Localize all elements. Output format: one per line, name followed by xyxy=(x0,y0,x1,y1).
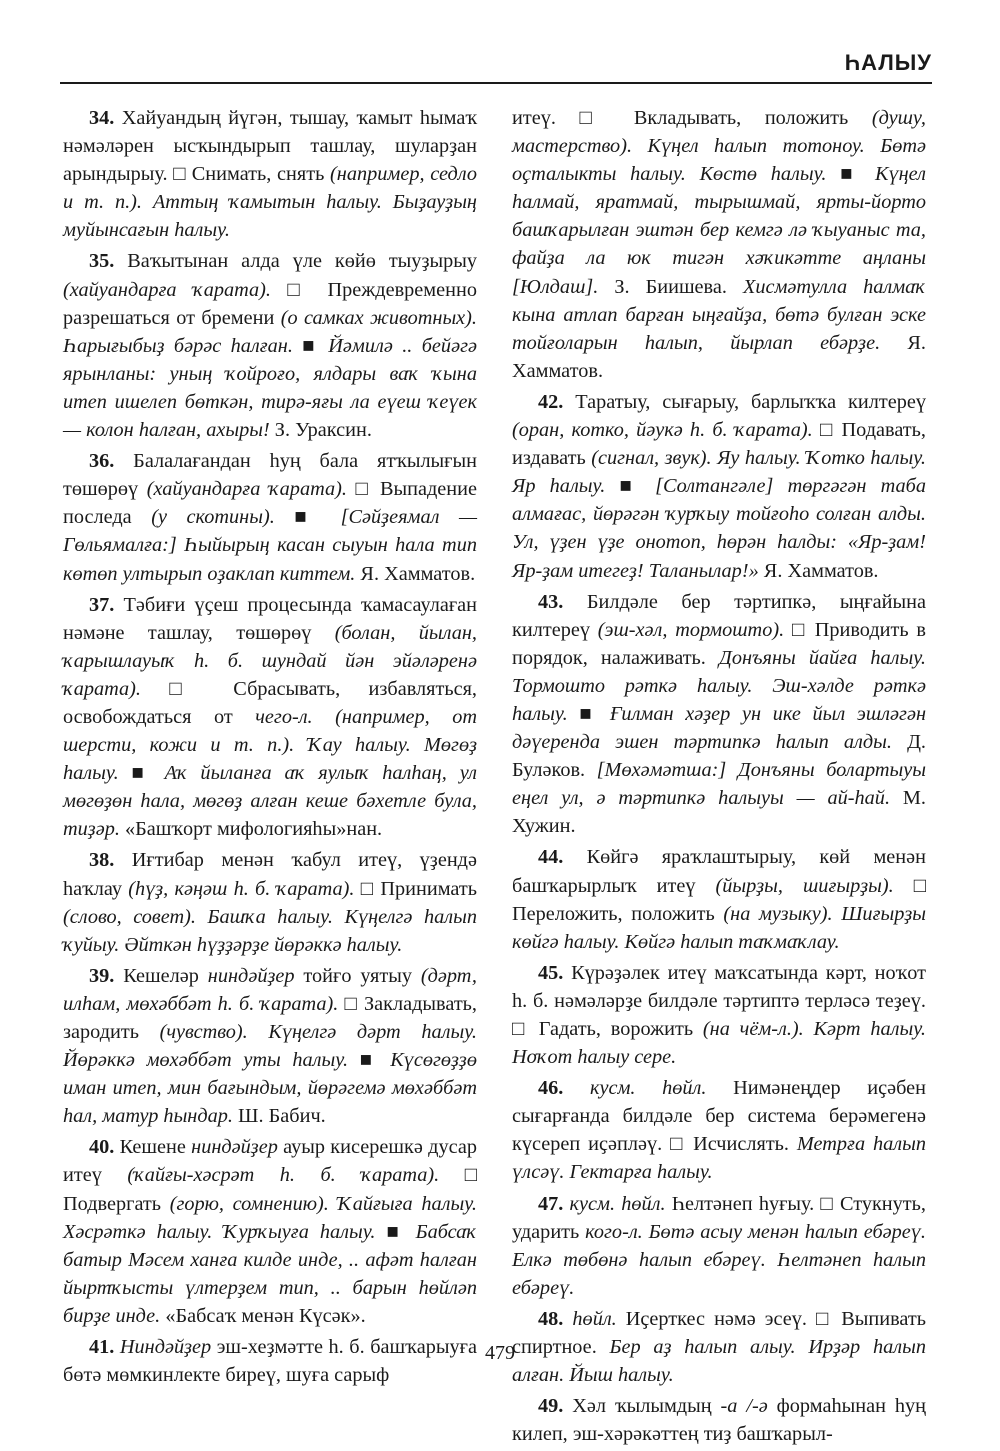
definition-text: М. Хужин. xyxy=(512,787,926,838)
definition-text: ■ xyxy=(375,1220,416,1243)
example-text: (оран, котко, йәукә һ. б. ҡарата). xyxy=(512,419,813,442)
example-text: Бер аҙ һалып алыу. Ирҙәр һалып алған. Йыш һалыу. xyxy=(512,1336,926,1387)
definition-text: эш-хеҙмәтте һ. б. башҡарыуға бөтә мөмкинлекте биреү, шуға сарыф xyxy=(63,1336,477,1387)
dictionary-entry xyxy=(63,591,477,844)
definition-text: □ Подвергать xyxy=(63,1164,477,1215)
definition-text: Көйгә ярaҡлаштырыу, көй менән башҡарырлыҡ итеү xyxy=(512,846,926,897)
definition-text: Хәл ҡылымдың xyxy=(563,1395,721,1418)
entry-number: 43. xyxy=(538,590,564,613)
example-text: Күсөгөҙҙө иман итеп, мин бағындым, йөрәгемә мөхәббәт һал, матур һындар. xyxy=(63,1049,477,1128)
entry-number: 49. xyxy=(538,1395,564,1418)
entry-number: 36. xyxy=(89,450,115,473)
example-text: кусм. һөйл. xyxy=(589,1077,707,1100)
example-text: (хайуандарға ҡарата). xyxy=(63,278,271,301)
definition-text: □ Приводить в порядок, налаживать. xyxy=(512,618,926,669)
entry-number: 46. xyxy=(538,1077,564,1100)
entry-number: 39. xyxy=(89,964,115,987)
dictionary-entry xyxy=(63,962,477,1131)
dictionary-entry xyxy=(63,1133,477,1330)
definition-text: Хайуандың йүгән, тышау, ҡамыт һымаҡ нәмәләрен ысҡындырып ташлау, шуларҙан арындырыу. □ Снимать, снять xyxy=(63,107,477,186)
example-text: [Мөхәмәтша:] Донъяны болартыуы еңел ул, ә тәртипкә һалыуы — ай-һай. xyxy=(512,759,926,810)
definition-text: Иҫерткес нәмә эсеү. □ Выпивать спиртное. xyxy=(512,1307,926,1359)
example-text: Метрға һалып үлсәү. Гектарға һалыу. xyxy=(512,1133,926,1184)
definition-text: З. Биишева. xyxy=(598,275,743,298)
example-text: (слово, совет). Башҡа һалыу. Күңелгә һалып ҡуйыу. Әйткән һүҙҙәрҙе йөрәккә һалыу. xyxy=(63,905,477,956)
definition-text: □ Принимать xyxy=(354,877,477,900)
example-text: (душу, мастерство). Күңел һалып тотоноу. Бөтә оҫталыкты һалыу. Көстө һалыу. xyxy=(512,107,926,186)
entry-number: 44. xyxy=(538,846,564,869)
definition-text: Ваҡытынан алда үле көйө тыуҙырыу xyxy=(114,250,477,273)
dictionary-entry xyxy=(512,1392,926,1448)
dictionary-entry xyxy=(63,104,477,244)
definition-text: ■ xyxy=(605,475,656,498)
example-text: Күңел һалмай, яратмай, тырышмай, ярты-йорто башҡарылған эштән бер кемгә лә ҡыуаныс та, файҙа ла юк тигән хәҡикәтте аңланы [Юлдаш]. xyxy=(512,163,926,298)
example-text: (у скотины). xyxy=(151,506,275,529)
dictionary-entry xyxy=(512,1074,926,1186)
example-text: Ниндәйҙер xyxy=(119,1336,212,1359)
entry-number: 35. xyxy=(89,250,115,273)
definition-text: формаһынан һуң килеп, эш-хәрәкәттең тиҙ башҡарыл- xyxy=(512,1395,926,1446)
example-text: Ғилман хәҙер ун ике йыл эшләгән дәүеренда эшен тәртипкә һалып алды. xyxy=(512,702,927,754)
definition-text xyxy=(563,1077,590,1099)
definition-text: ■ xyxy=(567,702,610,725)
example-text: (һүҙ, кәңәш һ. б. ҡарата). xyxy=(128,877,355,900)
definition-text: □ Выпадение последа xyxy=(63,478,477,529)
definition-text: Я. Хамматов. xyxy=(512,331,927,382)
definition-text: Иғтибар менән ҡабул итеү, үҙендә һаҡлау xyxy=(63,849,477,900)
definition-text: итеү. □ Вкладывать, положить xyxy=(512,107,872,129)
example-text: (на музыку). Шиғырҙы көйгә һалыу. Көйгә һалып таҡмаҡлау. xyxy=(512,902,927,953)
definition-text: Таратыу, сығарыу, барлыҡҡа килтереү xyxy=(563,390,926,413)
definition-text: ■ xyxy=(348,1049,391,1072)
definition-text: Һелтәнеп һуғыу. □ Стукнуть, ударить xyxy=(512,1192,926,1243)
page-number: 479 xyxy=(485,1342,515,1364)
example-text: (дәрт, илһам, мөхәббәт һ. б. ҡарата). xyxy=(63,964,477,1015)
definition-text: Кешене xyxy=(114,1136,192,1159)
left-column xyxy=(63,104,477,1392)
example-text: ниндәйҙер xyxy=(191,1136,278,1159)
example-text: (например, седло и т. п.). Аттың ҡамытын һалыу. Быҙауҙың муйынсағын һалыу. xyxy=(63,163,477,242)
definition-text: ■ xyxy=(826,163,875,186)
definition-text: ■ xyxy=(274,506,341,529)
definition-text: тойғо уятыу xyxy=(294,964,421,987)
example-text: Донъяны йайға һалыу. Тормошто рәткә һалыу. Эш-хәлде рәткә һалыу. xyxy=(512,646,926,725)
dictionary-entry xyxy=(512,959,926,1071)
example-text: [Солтангәле] төргәгән таба алмағас, йөрәгән ҡурҡыу тойғоһо солған алды. Ул, үҙен үҙе онотоп, һөрән һалды: «Яр-ҙам! Яр-ҙам итегеҙ! Таланылар!» xyxy=(512,475,926,582)
definition-text: Ш. Бабич. xyxy=(232,1105,326,1128)
example-text: кусм. һөйл. xyxy=(569,1192,666,1215)
definition-text: □ Сбрасывать, избавляться, освобождаться от xyxy=(63,677,477,728)
example-text: -а /-ә xyxy=(720,1395,768,1418)
definition-text: □ Подавать, издавать xyxy=(512,419,926,470)
definition-text: Балалағандан һуң бала ятҡылығын төшөрөү xyxy=(63,450,477,501)
page-header-title: ҺАЛЫУ xyxy=(844,50,932,75)
entry-number: 48. xyxy=(538,1307,564,1330)
definition-text: □ Закладывать, зародить xyxy=(63,992,478,1043)
definition-text: «Бабсаҡ менән Күсәк». xyxy=(160,1304,366,1327)
entry-number: 47. xyxy=(538,1192,564,1215)
definition-text: □ Преждевременно разрешаться от бремени xyxy=(63,278,477,329)
entry-number: 38. xyxy=(89,849,115,872)
example-text: Йәмилә .. бейәгә ярынланы: уның ҡойроғо, ялдары ваҡ ҡына итеп ишелеп бөткән, тирә-яғы ла еүеш ҡеүек — колон һалған, ахыры! xyxy=(63,334,477,442)
example-text: (о самках животных). Һарығыбыҙ бәрәс һалған. xyxy=(63,306,478,357)
definition-text: Я. Хамматов. xyxy=(758,559,879,582)
definition-text: Тәбиғи үҫеш процесында ҡамасаулаған нәмәне ташлау, төшөрөү xyxy=(63,593,477,644)
example-text: (чувство). Күңелгә дәрт һалыу. Йөрәккә мөхәббәт уты һалыу. xyxy=(63,1021,477,1072)
dictionary-entry xyxy=(512,388,926,585)
example-text: Хисмәтулла һалмаҡ кына атлап барған ыңғайҙа, бөтә булған эске тойғоларын һалып, йырлап ебәрҙе. xyxy=(512,275,927,354)
definition-text: «Башҡорт мифологияһы»нан. xyxy=(119,818,383,841)
dictionary-entry xyxy=(512,843,926,955)
example-text: (болан, йылан, ҡарышлауыҡ һ. б. шундай йән эйәләренә ҡарата). xyxy=(63,621,477,700)
definition-text: Нимәнеңдер иҫәбен сығарғанда билдәле бер система берәмегенә күсереп иҫәпләү. □ Исчислять. xyxy=(512,1077,926,1156)
example-text: ниндәйҙер xyxy=(207,964,295,987)
definition-text: Я. Хамматов. xyxy=(355,562,476,585)
definition-text: З. Ураксин. xyxy=(269,419,372,442)
dictionary-entry xyxy=(63,247,477,444)
example-text: кого-л. Бөтә асыу менән һалып ебәреү. Елкә төбөнә һалып ебәреү. Һелтәнеп һалып ебәреү. xyxy=(512,1220,926,1299)
example-text: һөйл. xyxy=(572,1307,617,1330)
example-text: [Сәйҙеямал — Гөльямалға:] Һыйырың касан сыуын һала тип көтөп ултырып оҙаклап киттем. xyxy=(63,506,478,585)
entry-number: 41. xyxy=(89,1336,115,1359)
definition-text: ауыр кисерешкә дусар итеү xyxy=(63,1136,477,1187)
entry-number: 34. xyxy=(89,107,115,129)
example-text: (на чём-л.). Кәрт һалыу. Ноҡот һалыу сере. xyxy=(512,1018,926,1069)
entry-number: 40. xyxy=(89,1136,115,1159)
example-text: Аҡ йыланға аҡ яулыҡ һалһаң, ул мөгөҙөн һала, мөгөҙ алған кеше бәхетле була, тиҙәр. xyxy=(63,762,477,841)
definition-text: Билдәле бер тәртипкә, ыңғайына килтереү xyxy=(512,590,926,641)
example-text: (ҡайғы-хәсрәт һ. б. ҡарата). xyxy=(127,1164,440,1187)
definition-text: ■ xyxy=(292,334,329,357)
example-text: (сигнал, звук). Яу һалыу. Ҡотко һалыу. Яр һалыу. xyxy=(512,447,926,498)
example-text: Бабсаҡ батыр Мәсем ханға килде инде, .. афәт һалған йыртҡысты үлтерҙем тип, .. барын һөйләп бирҙе инде. xyxy=(63,1220,477,1327)
definition-text: Күрәҙәлек итеү маҡсатында кәрт, ноҡот һ. б. нәмәләрҙе билдәле тәртиптә терләсә теҙеү. □ Гадать, ворожить xyxy=(512,961,926,1040)
example-text: чего-л. (например, от шерсти, кожи и т. п.). Ҡау һалыу. Мөгөҙ һалыу. xyxy=(63,705,478,785)
dictionary-entry xyxy=(63,846,477,958)
dictionary-entry xyxy=(512,588,926,841)
definition-text: □ Переложить, положить xyxy=(512,874,926,925)
right-column xyxy=(512,104,926,1451)
example-text: (хайуандарға ҡарата). xyxy=(146,478,347,501)
definition-text: Кешеләр xyxy=(114,964,208,987)
definition-text: ■ xyxy=(118,762,165,785)
entry-number: 45. xyxy=(538,961,564,984)
header-divider xyxy=(60,82,932,84)
dictionary-entry xyxy=(512,1190,926,1302)
definition-text: Д. Буләков. xyxy=(512,731,926,782)
example-text: (эш-хәл, тормошто). xyxy=(597,618,785,641)
example-text: (горю, сомнению). Ҡайғыға һалыу. Хәсрәткә һалыу. Ҡурҡыуға һалыу. xyxy=(63,1192,477,1243)
dictionary-entry-continuation xyxy=(512,104,926,385)
entry-number: 37. xyxy=(89,593,115,616)
dictionary-entry xyxy=(63,447,477,587)
example-text: (йырҙы, шиғырҙы). xyxy=(715,874,894,897)
entry-number: 42. xyxy=(538,390,564,413)
